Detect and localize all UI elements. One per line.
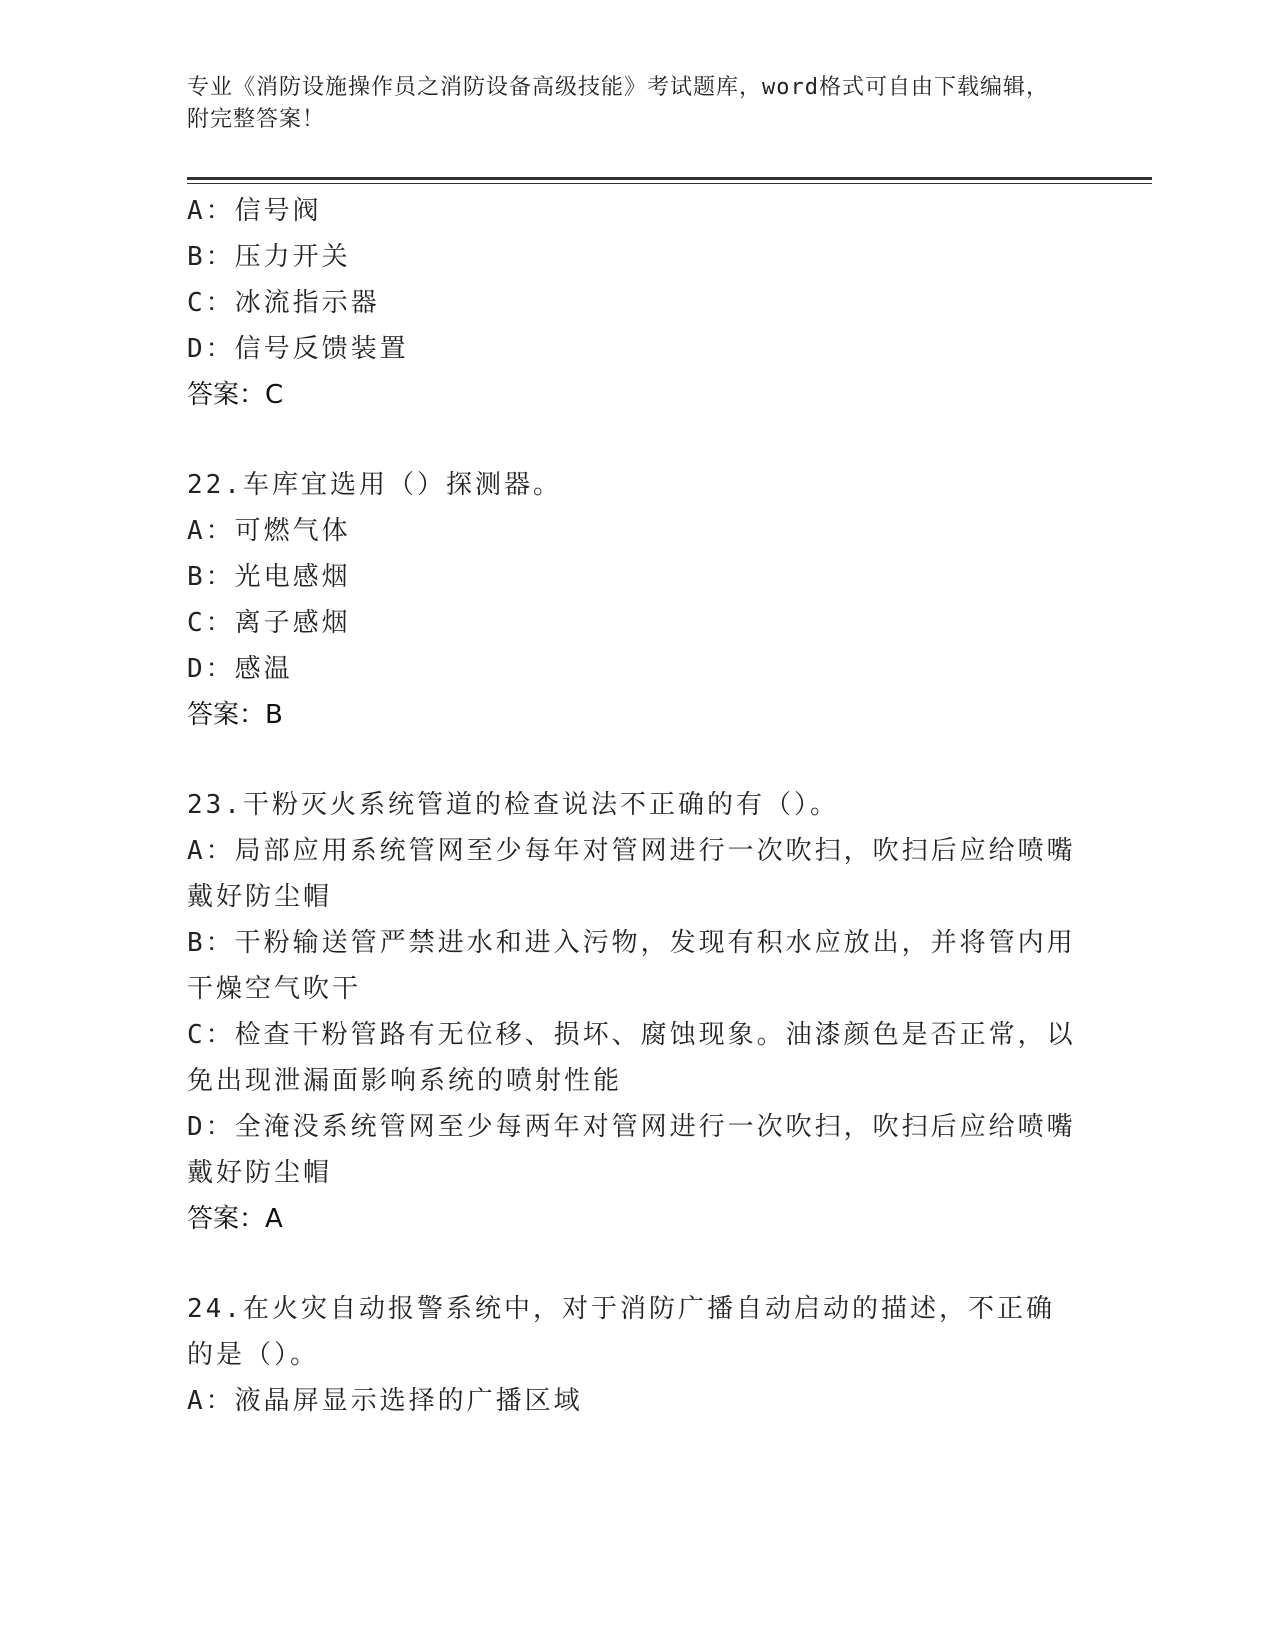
question-23: 23.干粉灭火系统管道的检查说法不正确的有（）。 — [187, 790, 839, 820]
option-d: D：感温 — [187, 654, 293, 684]
header-rule-thick — [187, 177, 1152, 180]
answer-line: 答案：C — [187, 380, 284, 410]
spacer — [187, 738, 1077, 782]
option-a: A：信号阀 — [187, 196, 322, 226]
spacer — [187, 418, 1077, 462]
option-a: A：局部应用系统管网至少每年对管网进行一次吹扫，吹扫后应给喷嘴戴好防尘帽 — [187, 836, 1076, 912]
option-c: C：冰流指示器 — [187, 288, 380, 318]
answer-line: 答案：B — [187, 700, 283, 730]
header-rule-thin — [187, 183, 1152, 184]
answer-line: 答案：A — [187, 1204, 283, 1234]
question-24: 24.在火灾自动报警系统中，对于消防广播自动启动的描述，不正确的是（）。 — [187, 1294, 1055, 1370]
option-b: B：压力开关 — [187, 242, 351, 272]
option-d: D：全淹没系统管网至少每两年对管网进行一次吹扫，吹扫后应给喷嘴戴好防尘帽 — [187, 1112, 1076, 1188]
question-list — [187, 188, 1077, 1424]
option-b: B：光电感烟 — [187, 562, 351, 592]
header-intro: 专业《消防设施操作员之消防设备高级技能》考试题库，word格式可自由下载编辑，附完整答案！ — [187, 75, 1049, 132]
option-b: B：干粉输送管严禁进水和进入污物，发现有积水应放出，并将管内用干燥空气吹干 — [187, 928, 1076, 1004]
option-a: A：可燃气体 — [187, 516, 351, 546]
question-22: 22.车库宜选用（）探测器。 — [187, 470, 562, 500]
option-c: C：检查干粉管路有无位移、损坏、腐蚀现象。油漆颜色是否正常，以免出现泄漏面影响系统的喷射性能 — [187, 1020, 1076, 1096]
option-a: A：液晶屏显示选择的广播区域 — [187, 1386, 583, 1416]
option-d: D：信号反馈装置 — [187, 334, 409, 364]
spacer — [187, 1242, 1077, 1286]
option-c: C：离子感烟 — [187, 608, 351, 638]
